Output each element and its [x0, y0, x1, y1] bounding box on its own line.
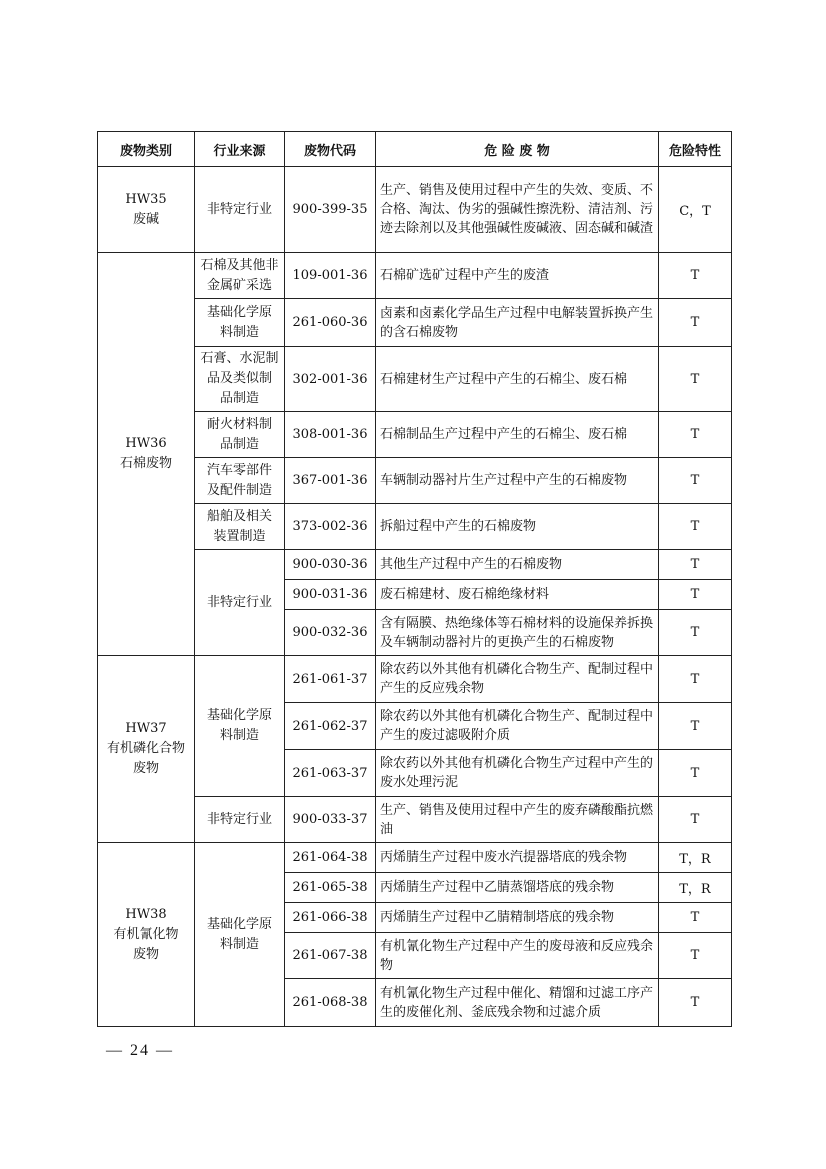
waste-code-cell: 900-031-36: [285, 580, 376, 610]
industry-source-line: 基础化学原: [206, 708, 272, 723]
hazard-property-cell: T: [659, 550, 732, 580]
industry-source-cell: [195, 412, 285, 458]
header-source: 行业来源: [195, 132, 285, 167]
hazard-property-cell: T: [659, 458, 732, 504]
table-body: [98, 167, 732, 1027]
waste-description-cell: 其他生产过程中产生的石棉废物: [376, 550, 659, 580]
industry-source-cell: [195, 458, 285, 504]
industry-source-line: 及配件制造: [206, 482, 272, 498]
waste-category-cell: [98, 167, 195, 253]
waste-description-cell: 拆船过程中产生的石棉废物: [376, 504, 659, 550]
waste-description-cell: 丙烯腈生产过程中废水汽提器塔底的残余物: [376, 843, 659, 873]
hazard-property-cell: T: [659, 903, 732, 933]
header-row: [98, 132, 732, 167]
hazard-property-cell: T: [659, 979, 732, 1027]
waste-description-cell: 除农药以外其他有机磷化合物生产、配制过程中产生的反应残余物: [376, 656, 659, 703]
industry-source-line: 品及类似制: [206, 371, 272, 386]
industry-source-line: 料制造: [219, 728, 259, 743]
table-row: [98, 656, 732, 703]
industry-source-line: 料制造: [219, 324, 259, 340]
industry-source-line: 石棉及其他非: [200, 257, 279, 273]
waste-category-line: HW36: [125, 436, 167, 451]
waste-code-cell: 308-001-36: [285, 412, 376, 458]
waste-code-cell: 109-001-36: [285, 253, 376, 299]
waste-category-line: HW37: [125, 721, 167, 736]
hazard-property-cell: T: [659, 797, 732, 843]
waste-description-cell: 除农药以外其他有机磷化合物生产过程中产生的废水处理污泥: [376, 750, 659, 797]
industry-source-cell: [195, 299, 285, 347]
hazard-property-cell: T: [659, 703, 732, 750]
header-property: 危险特性: [659, 132, 732, 167]
industry-source-line: 装置制造: [213, 528, 266, 544]
waste-code-cell: 261-060-36: [285, 299, 376, 347]
header-code: 废物代码: [285, 132, 376, 167]
waste-category-line: 废物: [132, 761, 159, 776]
waste-code-cell: 261-063-37: [285, 750, 376, 797]
waste-category-line: 废碱: [132, 211, 159, 227]
waste-code-cell: 261-061-37: [285, 656, 376, 703]
waste-category-line: 废物: [132, 946, 159, 962]
waste-code-cell: 367-001-36: [285, 458, 376, 504]
waste-description-cell: 石棉建材生产过程中产生的石棉尘、废石棉: [376, 347, 659, 412]
hazard-property-cell: C，T: [659, 167, 732, 253]
page-number: — 24 —: [106, 1042, 174, 1059]
waste-code-cell: 900-399-35: [285, 167, 376, 253]
table-row: [98, 253, 732, 299]
industry-source-line: 汽车零部件: [206, 462, 272, 478]
waste-description-cell: 石棉制品生产过程中产生的石棉尘、废石棉: [376, 412, 659, 458]
hazard-property-cell: T: [659, 656, 732, 703]
waste-code-cell: 900-030-36: [285, 550, 376, 580]
waste-description-cell: 废石棉建材、废石棉绝缘材料: [376, 580, 659, 610]
hazard-property-cell: T: [659, 610, 732, 656]
header-description: 危 险 废 物: [376, 132, 659, 167]
waste-description-cell: 有机氰化物生产过程中产生的废母液和反应残余物: [376, 933, 659, 979]
industry-source-line: 基础化学原: [206, 304, 272, 320]
hazard-property-cell: T，R: [659, 843, 732, 873]
waste-description-cell: 车辆制动器衬片生产过程中产生的石棉废物: [376, 458, 659, 504]
waste-description-cell: 卤素和卤素化学品生产过程中电解装置拆换产生的含石棉废物: [376, 299, 659, 347]
waste-code-cell: 900-033-37: [285, 797, 376, 843]
hazard-property-cell: T: [659, 412, 732, 458]
industry-source-line: 品制造: [219, 436, 259, 452]
industry-source-line: 非特定行业: [206, 811, 272, 827]
waste-code-cell: 261-068-38: [285, 979, 376, 1027]
industry-source-cell: [195, 550, 285, 656]
waste-code-cell: 261-067-38: [285, 933, 376, 979]
industry-source-cell: [195, 797, 285, 843]
waste-description-cell: 含有隔膜、热绝缘体等石棉材料的设施保养拆换及车辆制动器衬片的更换产生的石棉废物: [376, 610, 659, 656]
industry-source-line: 耐火材料制: [206, 416, 272, 432]
waste-category-line: 石棉废物: [119, 456, 172, 471]
waste-code-cell: 373-002-36: [285, 504, 376, 550]
waste-category-line: 有机磷化合物: [106, 741, 185, 756]
header-category: 废物类别: [98, 132, 195, 167]
waste-description-cell: 除农药以外其他有机磷化合物生产、配制过程中产生的废过滤吸附介质: [376, 703, 659, 750]
industry-source-cell: [195, 167, 285, 253]
waste-description-cell: 石棉矿选矿过程中产生的废渣: [376, 253, 659, 299]
industry-source-cell: [195, 253, 285, 299]
waste-description-cell: 丙烯腈生产过程中乙腈蒸馏塔底的残余物: [376, 873, 659, 903]
hazard-property-cell: T: [659, 504, 732, 550]
hazard-property-cell: T: [659, 299, 732, 347]
industry-source-line: 非特定行业: [206, 201, 272, 217]
waste-code-cell: 302-001-36: [285, 347, 376, 412]
industry-source-cell: [195, 504, 285, 550]
waste-description-cell: 生产、销售及使用过程中产生的废弃磷酸酯抗燃油: [376, 797, 659, 843]
waste-category-line: HW38: [125, 906, 167, 922]
industry-source-line: 船舶及相关: [206, 508, 272, 524]
industry-source-cell: [195, 843, 285, 1027]
industry-source-line: 石膏、水泥制: [200, 351, 279, 366]
hazard-property-cell: T: [659, 347, 732, 412]
waste-code-cell: 900-032-36: [285, 610, 376, 656]
waste-category-line: HW35: [125, 191, 167, 207]
table-row: [98, 843, 732, 873]
waste-category-cell: [98, 656, 195, 843]
hazard-property-cell: T: [659, 580, 732, 610]
hazard-property-cell: T: [659, 933, 732, 979]
industry-source-cell: [195, 656, 285, 797]
waste-table: [97, 131, 732, 1027]
waste-category-cell: [98, 253, 195, 656]
industry-source-line: 料制造: [219, 936, 259, 952]
industry-source-line: 非特定行业: [206, 594, 272, 610]
hazard-property-cell: T: [659, 750, 732, 797]
waste-description-cell: 丙烯腈生产过程中乙腈精制塔底的残余物: [376, 903, 659, 933]
waste-code-cell: 261-066-38: [285, 903, 376, 933]
waste-category-cell: [98, 843, 195, 1027]
waste-description-cell: 生产、销售及使用过程中产生的失效、变质、不合格、淘汰、伪劣的强碱性擦洗粉、清洁剂、污迹去除剂以及其他强碱性废碱液、固态碱和碱渣: [376, 167, 659, 253]
table-row: [98, 167, 732, 253]
industry-source-line: 金属矿采选: [206, 277, 272, 293]
waste-code-cell: 261-065-38: [285, 873, 376, 903]
waste-category-line: 有机氰化物: [113, 926, 179, 942]
waste-description-cell: 有机氰化物生产过程中催化、精馏和过滤工序产生的废催化剂、釜底残余物和过滤介质: [376, 979, 659, 1027]
hazard-property-cell: T: [659, 253, 732, 299]
hazard-property-cell: T，R: [659, 873, 732, 903]
waste-code-cell: 261-064-38: [285, 843, 376, 873]
industry-source-cell: [195, 347, 285, 412]
waste-code-cell: 261-062-37: [285, 703, 376, 750]
industry-source-line: 基础化学原: [206, 916, 272, 932]
industry-source-line: 品制造: [219, 391, 259, 406]
